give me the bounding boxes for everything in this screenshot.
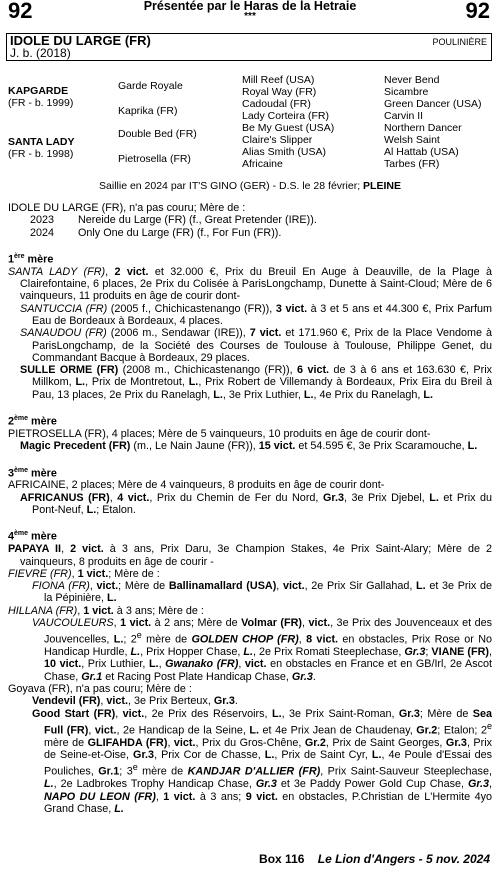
progeny-record: SANAUDOU (FR) (2006 m., Sendawar (IRE)), 7 vict. et 171.960 €, Prix de la Place Vendome à ParisLongchamp, de la Société des Courses de Toulouse à Toulouse, Philippe Genet, du Commandant Bacque à Bordeaux, 29 places. <box>20 327 492 364</box>
pedigree-notes <box>8 202 492 815</box>
horse-name: IDOLE DU LARGE (FR) <box>10 33 151 48</box>
covering-info <box>0 180 500 192</box>
first-dam-record: SANTA LADY (FR), 2 vict. et 32.000 €, Prix du Breuil En Auge à Deauville, de la Plage à Clairefontaine, 6 places, 2e Prix du Colisée à ParisLongchamp, Dunette à Saint-Cloud; Mère de 6 vainqueurs, 11 produits en âge de courir dont- <box>8 265 493 303</box>
sale-place-date: Le Lion d'Angers - 5 nov. 2024 <box>317 852 490 866</box>
produce-row <box>8 227 492 239</box>
fourth-dam-record: PAPAYA II, 2 vict. à 3 ans, Prix Daru, 3e Champion Stakes, 4e Prix Saint-Alary; Mère de 2 vainqueurs, 8 produits en âge de courir - <box>8 543 493 568</box>
pedigree-gen3: Mill Reef (USA) <box>242 74 315 86</box>
intro-line: IDOLE DU LARGE (FR), n'a pas couru; Mère de : <box>8 202 246 214</box>
progeny-record: VAUCOULEURS, 1 vict. à 2 ans; Mère de Volmar (FR), vict., 3e Prix des Jouvenceaux et des Jouvencelles, L.; 2e mère de GOLDEN CHOP (FR), 8 vict. en obstacles, Prix Rose or No Handicap Hurdle, L., Prix Hopper Chase, L., 2e Prix Romati Steeplechase, Gr.3; VIANE (FR), 10 vict., Prix Luthier, L., Gwanako (FR), vict. en obstacles en France et en GB/Irl, 2e Ascot Chase, Gr.1 et Racing Post Plate Handicap Chase, Gr.3. <box>32 616 493 683</box>
progeny-record: Magic Precedent (FR) (m., Le Nain Jaune (FR)), 15 vict. et 54.595 €, 3e Prix Scaramouche, L. <box>20 440 478 453</box>
pedigree-gen4: Northern Dancer <box>384 122 462 134</box>
second-dam-record: PIETROSELLA (FR), 4 places; Mère de 5 vainqueurs, 10 produits en âge de courir dont- <box>8 427 431 440</box>
consignor-title: Présentée par le Haras de la Hetraie <box>143 0 357 13</box>
sire-info: (FR - b. 1999) <box>8 97 74 109</box>
pedigree-gen3: Alias Smith (USA) <box>242 146 327 158</box>
lot-number-right: 92 <box>465 0 490 23</box>
produce-row <box>8 214 492 226</box>
footer <box>259 853 490 866</box>
fourth-dam-heading: 4ème mère <box>8 530 57 543</box>
produce-year: 2023 <box>30 214 55 227</box>
progeny-record: HILLANA (FR), 1 vict. à 3 ans; Mère de : <box>8 604 204 617</box>
pedigree-gen2: Double Bed (FR) <box>118 128 197 140</box>
pedigree-gen3: Be My Guest (USA) <box>242 122 335 134</box>
pedigree-gen3: Africaine <box>242 158 283 170</box>
pedigree-gen4: Welsh Saint <box>384 134 440 146</box>
pedigree-gen4: Al Hattab (USA) <box>384 146 459 158</box>
horse-description: J. b. (2018) <box>10 46 71 60</box>
second-dam-heading: 2ème mère <box>8 415 57 428</box>
box-number: Box 116 <box>259 852 305 866</box>
pedigree-gen4: Never Bend <box>384 74 440 86</box>
produce-text: Nereide du Large (FR) (f., Great Pretender (IRE)). <box>78 214 317 227</box>
pedigree-gen3: Claire's Slipper <box>242 134 313 146</box>
third-dam-heading: 3ème mère <box>8 466 57 480</box>
pedigree-gen2: Kaprika (FR) <box>118 105 178 117</box>
progeny-record: Vendevil (FR), vict., 3e Prix Berteux, Gr.3. <box>32 695 238 708</box>
covering-text: Saillie en 2024 par IT'S GINO (GER) - D.S. le 28 février; <box>99 180 361 192</box>
pedigree-gen3: Royal Way (FR) <box>242 86 317 98</box>
progeny-record: AFRICANUS (FR), 4 vict., Prix du Chemin de Fer du Nord, Gr.3, 3e Prix Djebel, L. et Prix du Pont-Neuf, L.; Etalon. <box>20 491 493 517</box>
horse-title-box <box>6 33 492 61</box>
horse-category: POULINIÈRE <box>432 37 487 47</box>
sire-name: KAPGARDE <box>8 85 69 97</box>
progeny-record: FIEVRE (FR), 1 vict.; Mère de : <box>8 567 160 580</box>
pedigree-gen4: Tarbes (FR) <box>384 158 440 170</box>
produce-year: 2024 <box>30 226 55 239</box>
pedigree-gen3: Lady Corteira (FR) <box>242 110 329 122</box>
progeny-record: SULLE ORME (FR) (2008 m., Chichicastenango (FR)), 6 vict. de 3 à 6 ans et 163.630 €, Prix Millkom, L., Prix de Montretout, L., Prix Robert de Villemandy à Bordeaux, Prix Eira du Breil à Pau, 13 places, 2e Prix du Ranelagh, L., 3e Prix Luthier, L., 4e Prix du Ranelagh, L. <box>20 364 493 401</box>
pedigree-gen4: Green Dancer (USA) <box>384 98 482 110</box>
covering-status: PLEINE <box>363 180 401 192</box>
pedigree-gen2: Garde Royale <box>118 80 183 92</box>
first-dam-heading: 1ère mère <box>8 252 54 266</box>
progeny-record: SANTUCCIA (FR) (2005 f., Chichicastenango (FR)), 3 vict. à 3 et 5 ans et 44.300 €, Prix Parfum Eau de Bordeaux à Bordeaux, 4 places. <box>20 302 493 327</box>
pedigree-gen3: Cadoudal (FR) <box>242 98 311 110</box>
dam-name: SANTA LADY <box>8 136 75 148</box>
pedigree-gen2: Pietrosella (FR) <box>118 153 191 165</box>
produce-text: Only One du Large (FR) (f., For Fun (FR)). <box>78 226 282 239</box>
progeny-record: Goyava (FR), n'a pas couru; Mère de : <box>8 683 192 696</box>
third-dam-record: AFRICAINE, 2 places; Mère de 4 vainqueurs, 8 produits en âge de courir dont- <box>8 479 385 492</box>
pedigree-gen4: Carvin II <box>384 110 424 122</box>
dam-info: (FR - b. 1998) <box>8 148 74 160</box>
consignor-stars: *** <box>244 11 256 22</box>
progeny-record: FIONA (FR), vict.; Mère de Ballinamallard (USA), vict., 2e Prix Sir Gallahad, L. et 3e Prix de la Pépinière, L. <box>32 580 492 605</box>
progeny-record: Good Start (FR), vict., 2e Prix des Réservoirs, L., 3e Prix Saint-Roman, Gr.3; Mère de Sea Full (FR), vict., 2e Handicap de la Seine, L. et 4e Prix Jean de Chaudenay, Gr.2; Etalon; 2e mère de GLIFAHDA (FR), vict., Prix du Gros-Chêne, Gr.2, Prix de Saint Georges, Gr.3, Prix de Seine-et-Oise, Gr.3, Prix Cor de Chasse, L., Prix de Saint Cyr, L., 4e Poule d'Essai des Pouliches, Gr.1; 3e mère de KANDJAR D'ALLIER (FR), Prix Saint-Sauveur Steeplechase, L., 2e Ladbrokes Trophy Handicap Chase, Gr.3 et 3e Paddy Power Gold Cup Chase, Gr.3, NAPO DU LEON (FR), 1 vict. à 3 ans; 9 vict. en obstacles, P.Christian de L'Hermite 4yo Grand Chase, L. <box>32 707 493 815</box>
pedigree-gen4: Sicambre <box>384 86 429 98</box>
lot-number-left: 92 <box>8 0 33 23</box>
